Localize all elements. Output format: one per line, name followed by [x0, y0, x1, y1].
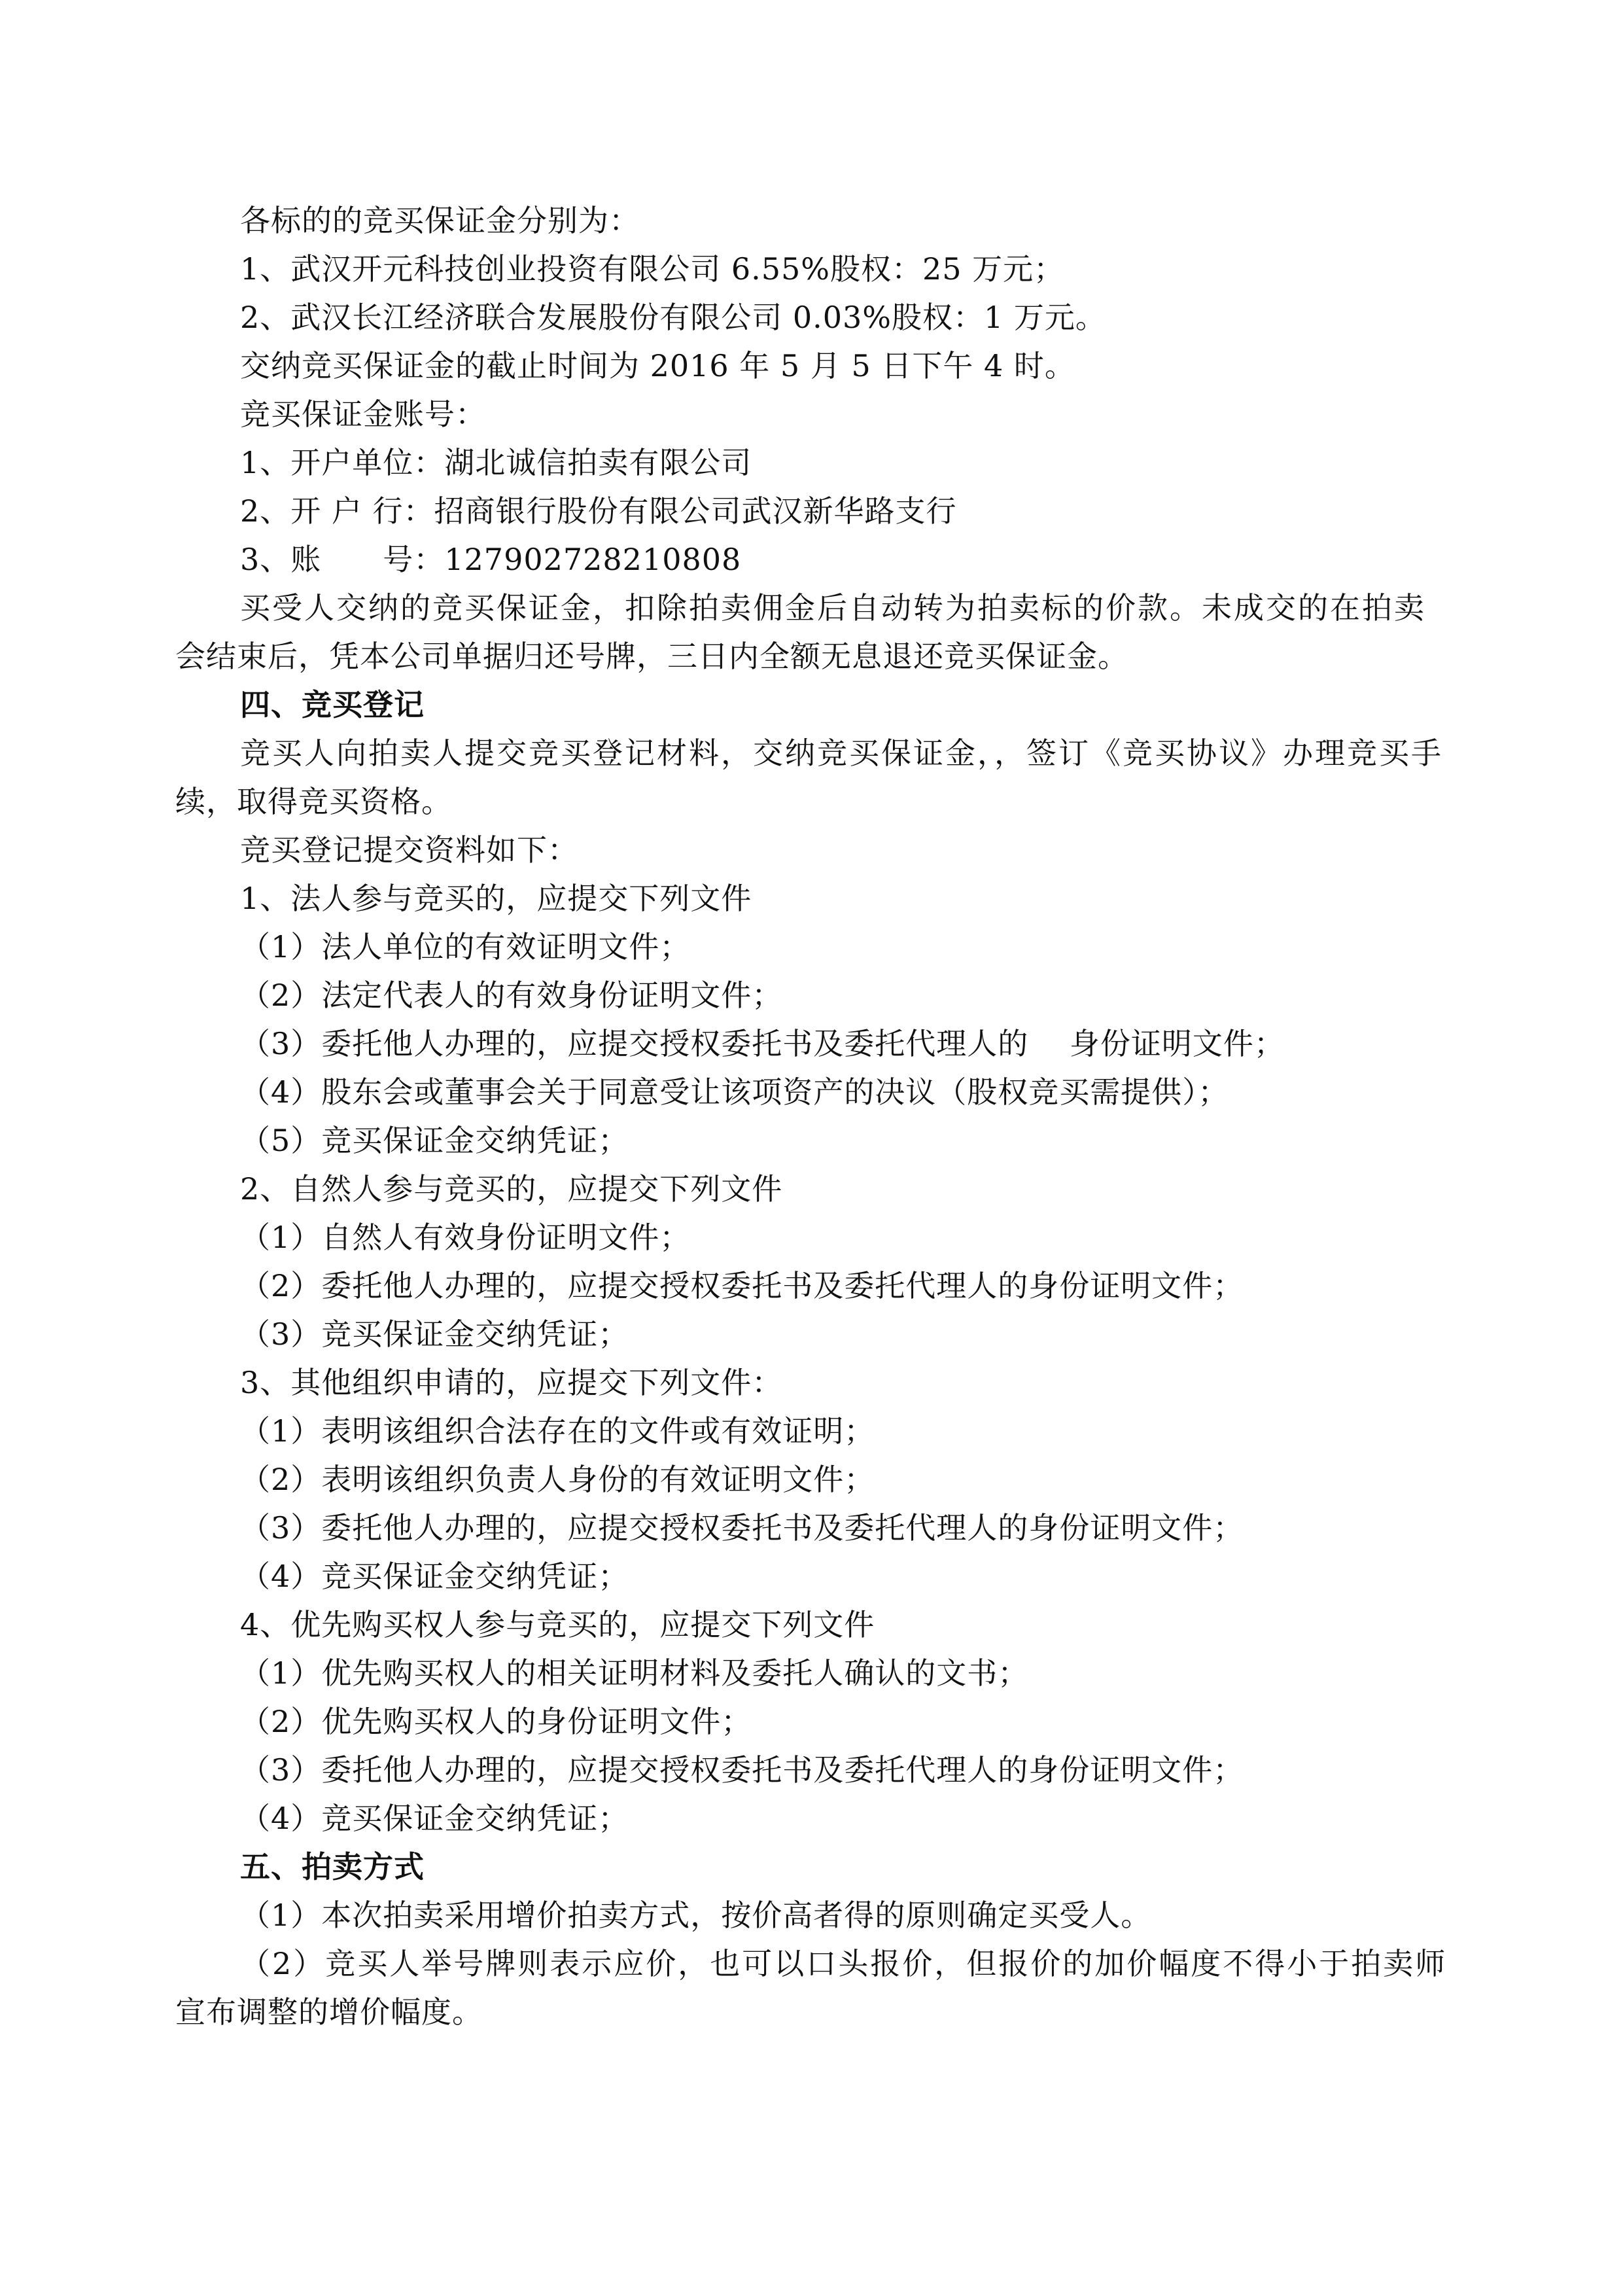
legal-person-item-4: （4）股东会或董事会关于同意受让该项资产的决议（股权竞买需提供）； [240, 1074, 1229, 1110]
deposit-deadline: 交纳竞买保证金的截止时间为 2016 年 5 月 5 日下午 4 时。 [240, 348, 1075, 383]
other-org-item-3: （3）委托他人办理的，应提交授权委托书及委托代理人的身份证明文件； [240, 1510, 1244, 1545]
priority-buyer-item-2: （2）优先购买权人的身份证明文件； [240, 1704, 752, 1739]
priority-buyer-heading: 4、优先购买权人参与竞买的，应提交下列文件 [240, 1607, 875, 1642]
deposit-intro: 各标的的竞买保证金分别为： [240, 203, 640, 238]
auction-method-item-2-line-2: 宣布调整的增价幅度。 [175, 1994, 483, 2030]
legal-person-item-2: （2）法定代表人的有效身份证明文件； [240, 978, 783, 1013]
account-heading: 竞买保证金账号： [240, 397, 486, 432]
legal-person-item-3: （3）委托他人办理的，应提交授权委托书及委托代理人的 身份证明文件； [240, 1026, 1285, 1061]
legal-person-item-1: （1）法人单位的有效证明文件； [240, 929, 691, 964]
materials-heading: 竞买登记提交资料如下： [240, 832, 578, 868]
deposit-conversion-line-2: 会结束后，凭本公司单据归还号牌，三日内全额无息退还竞买保证金。 [175, 639, 1128, 674]
other-org-item-2: （2）表明该组织负责人身份的有效证明文件； [240, 1462, 875, 1497]
other-org-heading: 3、其他组织申请的，应提交下列文件： [240, 1365, 783, 1400]
other-org-item-4: （4）竞买保证金交纳凭证； [240, 1559, 629, 1594]
account-number: 3、账 号：127902728210808 [240, 542, 742, 577]
deposit-item-2: 2、武汉长江经济联合发展股份有限公司 0.03%股权：1 万元。 [240, 300, 1106, 335]
auction-method-item-2-line-1: （2）竞买人举号牌则表示应价，也可以口头报价，但报价的加价幅度不得小于拍卖师 [240, 1946, 1448, 1981]
auction-method-item-1: （1）本次拍卖采用增价拍卖方式，按价高者得的原则确定买受人。 [240, 1898, 1152, 1933]
deposit-item-1: 1、武汉开元科技创业投资有限公司 6.55%股权：25 万元； [240, 251, 1065, 287]
priority-buyer-item-1: （1）优先购买权人的相关证明材料及委托人确认的文书； [240, 1655, 1029, 1691]
other-org-item-1: （1）表明该组织合法存在的文件或有效证明； [240, 1413, 875, 1449]
natural-person-heading: 2、自然人参与竞买的，应提交下列文件 [240, 1171, 783, 1207]
deposit-conversion-line-1: 买受人交纳的竞买保证金，扣除拍卖佣金后自动转为拍卖标的价款。未成交的在拍卖 [240, 590, 1426, 626]
priority-buyer-item-3: （3）委托他人办理的，应提交授权委托书及委托代理人的身份证明文件； [240, 1752, 1244, 1788]
section-5-heading: 五、拍卖方式 [240, 1849, 425, 1884]
legal-person-item-5: （5）竞买保证金交纳凭证； [240, 1123, 629, 1158]
natural-person-item-3: （3）竞买保证金交纳凭证； [240, 1316, 629, 1352]
registration-line-1: 竞买人向拍卖人提交竞买登记材料，交纳竞买保证金，，签订《竞买协议》办理竞买手 [240, 735, 1443, 771]
natural-person-item-2: （2）委托他人办理的，应提交授权委托书及委托代理人的身份证明文件； [240, 1268, 1244, 1303]
section-4-heading: 四、竞买登记 [240, 687, 425, 722]
account-unit: 1、开户单位：湖北诚信拍卖有限公司 [240, 445, 752, 480]
registration-line-2: 续，取得竞买资格。 [175, 784, 452, 819]
legal-person-heading: 1、法人参与竞买的，应提交下列文件 [240, 881, 752, 916]
account-bank: 2、开 户 行：招商银行股份有限公司武汉新华路支行 [240, 493, 957, 529]
natural-person-item-1: （1）自然人有效身份证明文件； [240, 1220, 691, 1255]
priority-buyer-item-4: （4）竞买保证金交纳凭证； [240, 1801, 629, 1836]
